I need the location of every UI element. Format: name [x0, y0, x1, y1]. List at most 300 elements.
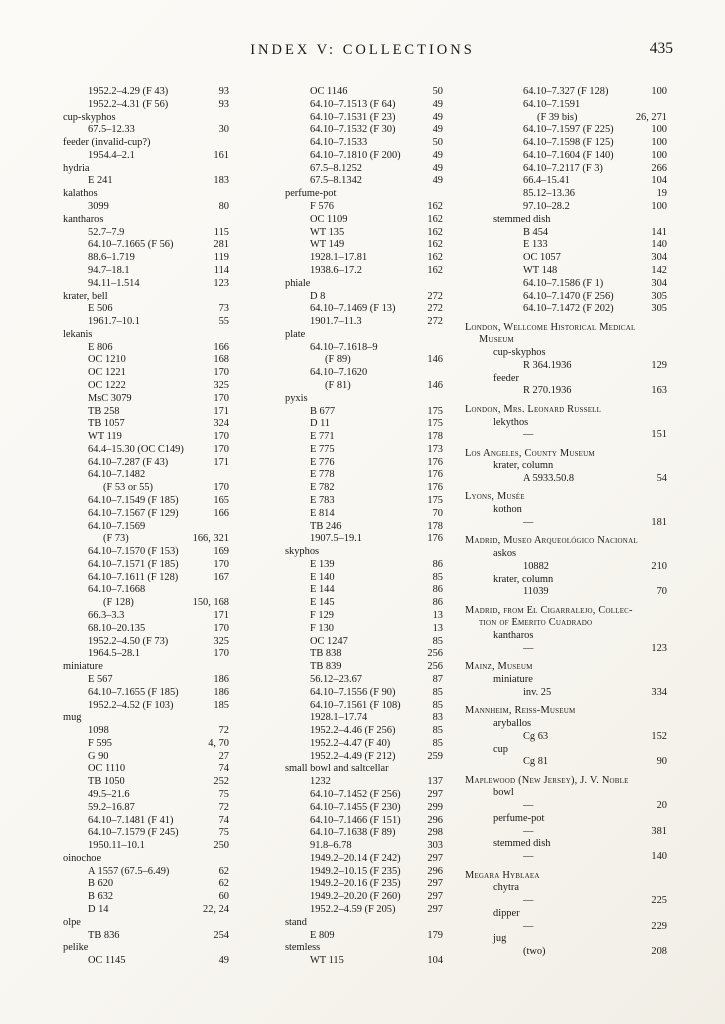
entry-label: Madrid, from El Cigarralejo, Collec- [465, 604, 633, 616]
entry-label: 64.10–7.1532 (F 30) [310, 124, 396, 136]
entry-page-number: 296 [427, 865, 443, 877]
entry-label: 64.10–7.1561 (F 108) [310, 699, 401, 711]
entry-label: F 130 [310, 622, 334, 634]
index-entry [285, 700, 443, 713]
index-entry [285, 572, 443, 585]
index-entry [285, 303, 443, 316]
entry-label: 1938.6–17.2 [310, 264, 362, 276]
entry-label: OC 1247 [310, 635, 348, 647]
index-entry [285, 687, 443, 700]
entry-page-number: 80 [218, 201, 229, 213]
entry-label: 64.10–7.1611 (F 128) [88, 571, 179, 583]
entry-label: skyphos [285, 546, 320, 558]
index-column-2 [285, 86, 443, 968]
index-entry [285, 342, 443, 355]
index-column-3 [465, 86, 667, 959]
entry-label: 1949.2–20.20 (F 260) [310, 891, 401, 903]
entry-page-number: 100 [651, 149, 667, 161]
entry-label: OC 1057 [523, 252, 561, 264]
entry-label: E 806 [88, 341, 113, 353]
index-entry [63, 827, 229, 840]
index-entry [63, 175, 229, 188]
entry-page-number: 50 [432, 137, 443, 149]
entry-label: 64.10–7.327 (F 128) [523, 86, 609, 97]
entry-page-number: 169 [213, 546, 229, 558]
index-entry [63, 367, 229, 380]
index-entry [63, 636, 229, 649]
entry-page-number: 50 [432, 86, 443, 97]
index-entry [285, 508, 443, 521]
entry-label: chytra [493, 882, 519, 894]
entry-page-number: 152 [651, 730, 667, 742]
index-entry [285, 316, 443, 329]
collection-heading [465, 404, 667, 417]
shape-heading [63, 853, 229, 866]
entry-page-number: 175 [427, 495, 443, 506]
entry-label: 3099 [88, 201, 109, 213]
index-entry [63, 99, 229, 112]
entry-label: TB 1057 [88, 418, 125, 430]
shape-heading [285, 329, 443, 342]
entry-label: 1232 [310, 776, 331, 788]
shape-heading [465, 417, 667, 430]
index-entry [465, 826, 667, 839]
entry-label: OC 1146 [310, 86, 348, 97]
shape-heading [63, 712, 229, 725]
entry-label: 97.10–28.2 [523, 201, 570, 213]
entry-page-number: 297 [427, 788, 443, 800]
entry-page-number: 93 [218, 98, 229, 110]
entry-label: D 11 [310, 418, 331, 430]
index-entry [285, 674, 443, 687]
index-columns [63, 86, 667, 968]
entry-label: 64.10–7.1472 (F 202) [523, 303, 614, 315]
entry-label: krater, bell [63, 290, 108, 302]
shape-heading [63, 942, 229, 955]
index-entry [465, 756, 667, 769]
entry-label: — [523, 920, 534, 932]
index-entry [63, 687, 229, 700]
entry-page-number: 162 [427, 201, 443, 213]
entry-page-number: 170 [213, 392, 229, 404]
entry-label: E 567 [88, 673, 113, 685]
entry-page-number: 93 [218, 86, 229, 97]
entry-page-number: 304 [651, 277, 667, 289]
index-entry [63, 239, 229, 252]
collection-heading-continuation [465, 617, 667, 630]
index-entry [63, 878, 229, 891]
index-entry [63, 150, 229, 163]
entry-label: dipper [493, 907, 520, 919]
entry-page-number: 75 [218, 827, 229, 839]
entry-page-number: 49 [432, 124, 443, 136]
entry-page-number: 170 [213, 367, 229, 379]
index-entry [465, 473, 667, 486]
entry-page-number: 151 [651, 429, 667, 441]
entry-page-number: 181 [651, 517, 667, 528]
index-entry [285, 776, 443, 789]
shape-heading [285, 917, 443, 930]
entry-label: 64.10–7.1618–9 [310, 341, 378, 353]
index-entry [63, 802, 229, 815]
entry-page-number: 62 [218, 878, 229, 890]
entry-page-number: 72 [218, 725, 229, 737]
entry-page-number: 304 [651, 252, 667, 264]
entry-label: cup-skyphos [493, 347, 546, 359]
entry-label: stemless [285, 942, 321, 954]
entry-label: R 270.1936 [523, 385, 572, 397]
entry-label: Cg 81 [523, 756, 549, 768]
index-entry [63, 584, 229, 597]
entry-label: cup-skyphos [63, 111, 116, 123]
entry-page-number: 185 [213, 699, 229, 711]
entry-label: 67.5–8.1252 [310, 162, 362, 174]
index-entry [465, 124, 667, 137]
entry-label: — [523, 517, 534, 528]
entry-page-number: 60 [218, 891, 229, 903]
entry-label: 64.10–7.1665 (F 56) [88, 239, 174, 251]
index-entry [465, 112, 667, 125]
collection-heading-continuation [465, 334, 667, 347]
entry-label: E 782 [310, 482, 335, 494]
entry-label: (F 128) [103, 597, 134, 609]
index-entry [285, 827, 443, 840]
shape-heading [285, 942, 443, 955]
shape-heading [285, 763, 443, 776]
entry-label: E 241 [88, 175, 113, 187]
index-entry [63, 559, 229, 572]
entry-page-number: 305 [651, 303, 667, 315]
entry-label: 1952.2–4.59 (F 205) [310, 904, 396, 915]
index-entry [63, 572, 229, 585]
entry-page-number: 123 [651, 643, 667, 655]
entry-label: Lyons, Musée [465, 491, 525, 503]
entry-label: 64.10–7.1638 (F 89) [310, 827, 396, 839]
entry-label: 66.3–3.3 [88, 610, 125, 622]
entry-label: kantharos [493, 630, 534, 642]
entry-label: Cg 63 [523, 730, 549, 742]
shape-heading [63, 188, 229, 201]
entry-page-number: 86 [432, 558, 443, 570]
index-entry [465, 921, 667, 934]
entry-page-number: 137 [427, 776, 443, 788]
entry-label: B 620 [88, 878, 114, 890]
index-entry [465, 163, 667, 176]
index-entry [285, 137, 443, 150]
entry-label: 64.10–7.1597 (F 225) [523, 124, 614, 136]
entry-label: 1949.2–10.15 (F 235) [310, 865, 401, 877]
entry-page-number: 142 [651, 264, 667, 276]
entry-label: Mainz, Museum [465, 661, 533, 673]
entry-page-number: 162 [427, 226, 443, 238]
index-entry [63, 623, 229, 636]
index-entry [63, 380, 229, 393]
index-entry [63, 508, 229, 521]
entry-page-number: 229 [651, 920, 667, 932]
entry-label: B 677 [310, 405, 336, 417]
entry-page-number: 85 [432, 571, 443, 583]
entry-label: feeder (invalid-cup?) [63, 137, 151, 149]
entry-page-number: 49 [432, 175, 443, 187]
entry-page-number: 170 [213, 648, 229, 660]
index-entry [285, 878, 443, 891]
shape-heading [465, 347, 667, 360]
entry-label: aryballos [493, 717, 532, 729]
index-entry [465, 429, 667, 442]
entry-page-number: 49 [432, 111, 443, 123]
entry-label: OC 1110 [88, 763, 126, 775]
collection-heading [465, 491, 667, 504]
entry-page-number: 296 [427, 814, 443, 826]
page-number: 435 [649, 40, 673, 57]
entry-label: 1952.2–4.49 (F 212) [310, 750, 396, 762]
index-entry [63, 930, 229, 943]
entry-label: Los Angeles, County Museum [465, 447, 595, 459]
shape-heading [465, 674, 667, 687]
shape-heading [465, 504, 667, 517]
entry-page-number: 171 [213, 405, 229, 417]
index-entry [63, 751, 229, 764]
entry-page-number: 100 [651, 86, 667, 97]
index-entry [63, 597, 229, 610]
entry-label: 94.11–1.514 [88, 277, 140, 289]
entry-page-number: 252 [213, 776, 229, 788]
entry-page-number: 104 [427, 955, 443, 967]
shape-heading [63, 163, 229, 176]
entry-page-number: 74 [218, 763, 229, 775]
entry-page-number: 49 [432, 149, 443, 161]
entry-label: inv. 25 [523, 686, 552, 698]
entry-label: 64.10–7.1469 (F 13) [310, 303, 396, 315]
index-entry [285, 239, 443, 252]
entry-label: Madrid, Museo Arqueológico Nacional [465, 535, 638, 547]
index-entry [63, 815, 229, 828]
entry-label: perfume-pot [493, 812, 545, 824]
entry-page-number: 70 [656, 586, 667, 598]
entry-page-number: 186 [213, 686, 229, 698]
index-entry [63, 393, 229, 406]
entry-page-number: 70 [432, 507, 443, 519]
index-entry [465, 303, 667, 316]
entry-label: 64.10–7.1810 (F 200) [310, 149, 401, 161]
entry-label: 64.10–7.1598 (F 125) [523, 137, 614, 149]
entry-page-number: 179 [427, 929, 443, 941]
entry-page-number: 272 [427, 316, 443, 328]
entry-page-number: 297 [427, 878, 443, 890]
entry-label: 64.10–7.1655 (F 185) [88, 686, 179, 698]
entry-label: kothon [493, 504, 522, 516]
entry-page-number: 85 [432, 699, 443, 711]
entry-label: lekanis [63, 328, 93, 340]
entry-label: 64.10–7.1591 [523, 98, 581, 110]
entry-page-number: 281 [213, 239, 229, 251]
index-entry [285, 584, 443, 597]
index-entry [285, 124, 443, 137]
entry-page-number: 22, 24 [203, 904, 229, 915]
entry-label: OC 1145 [88, 955, 126, 967]
index-entry [285, 955, 443, 968]
entry-page-number: 140 [651, 851, 667, 863]
shape-heading [465, 813, 667, 826]
entry-label: OC 1221 [88, 367, 126, 379]
entry-label: (F 53 or 55) [103, 482, 153, 494]
entry-page-number: 146 [427, 379, 443, 391]
index-entry [285, 112, 443, 125]
index-entry [63, 725, 229, 738]
entry-label: G 90 [88, 750, 109, 762]
entry-page-number: 100 [651, 124, 667, 136]
entry-label: 64.10–7.1569 [88, 520, 146, 532]
entry-page-number: 85 [432, 686, 443, 698]
index-entry [465, 150, 667, 163]
index-entry [465, 252, 667, 265]
entry-label: plate [285, 328, 306, 340]
entry-label: 64.10–7.1668 [88, 584, 146, 596]
index-entry [285, 738, 443, 751]
shape-heading [465, 933, 667, 946]
entry-label: 64.10–7.1531 (F 23) [310, 111, 396, 123]
entry-label: stemmed dish [493, 213, 551, 225]
entry-page-number: 19 [656, 188, 667, 200]
entry-label: WT 149 [310, 239, 345, 251]
entry-page-number: 176 [427, 533, 443, 545]
index-entry [465, 201, 667, 214]
index-entry [63, 252, 229, 265]
entry-label: 64.10–7.1470 (F 256) [523, 290, 614, 302]
entry-label: 49.5–21.6 [88, 788, 130, 800]
entry-page-number: 305 [651, 290, 667, 302]
index-entry [465, 175, 667, 188]
entry-label: 59.2–16.87 [88, 801, 135, 813]
entry-label: stand [285, 916, 307, 928]
entry-label: E 776 [310, 456, 335, 468]
index-entry [465, 731, 667, 744]
entry-page-number: 49 [432, 98, 443, 110]
entry-page-number: 272 [427, 290, 443, 302]
index-entry [285, 227, 443, 240]
entry-page-number: 259 [427, 750, 443, 762]
entry-label: — [523, 825, 534, 837]
entry-page-number: 170 [213, 558, 229, 570]
index-entry [285, 853, 443, 866]
index-entry [285, 406, 443, 419]
entry-label: TB 838 [310, 648, 342, 660]
index-entry [63, 406, 229, 419]
entry-label: 1952.2–4.29 (F 43) [88, 86, 169, 97]
entry-page-number: 162 [427, 213, 443, 225]
entry-page-number: 141 [651, 226, 667, 238]
index-entry [63, 763, 229, 776]
entry-label: stemmed dish [493, 838, 551, 850]
entry-page-number: 250 [213, 840, 229, 852]
entry-label: D 8 [310, 290, 326, 302]
page-header [0, 42, 725, 64]
index-entry [63, 469, 229, 482]
index-entry [285, 99, 443, 112]
entry-page-number: 62 [218, 865, 229, 877]
entry-page-number: 298 [427, 827, 443, 839]
entry-page-number: 225 [651, 895, 667, 907]
index-entry [465, 643, 667, 656]
index-entry [63, 610, 229, 623]
entry-label: pyxis [285, 392, 308, 404]
entry-label: London, Mrs. Leonard Russell [465, 403, 602, 415]
entry-label: WT 119 [88, 431, 122, 443]
entry-page-number: 100 [651, 201, 667, 213]
entry-page-number: 74 [218, 814, 229, 826]
entry-page-number: 13 [432, 610, 443, 622]
index-entry [63, 418, 229, 431]
entry-label: (F 89) [325, 354, 351, 366]
collection-heading [465, 705, 667, 718]
entry-page-number: 54 [656, 473, 667, 485]
entry-label: 1928.1–17.74 [310, 712, 368, 724]
entry-label: 52.7–7.9 [88, 226, 125, 238]
entry-label: 1949.2–20.14 (F 242) [310, 852, 401, 864]
entry-label: WT 135 [310, 226, 345, 238]
shape-heading [465, 548, 667, 561]
entry-label: 1901.7–11.3 [310, 316, 362, 328]
index-entry [285, 175, 443, 188]
entry-label: 1098 [88, 725, 109, 737]
index-entry [63, 674, 229, 687]
entry-label: WT 115 [310, 955, 344, 967]
shape-heading [465, 460, 667, 473]
entry-page-number: 140 [651, 239, 667, 251]
entry-page-number: 165 [213, 495, 229, 506]
index-entry [285, 86, 443, 99]
entry-label: hydria [63, 162, 90, 174]
entry-page-number: 170 [213, 482, 229, 494]
index-entry [63, 546, 229, 559]
entry-page-number: 325 [213, 635, 229, 647]
index-entry [285, 751, 443, 764]
entry-label: lekythos [493, 416, 529, 428]
entry-label: 64.10–7.1533 [310, 137, 368, 149]
entry-label: TB 839 [310, 661, 342, 673]
index-entry [285, 533, 443, 546]
entry-page-number: 334 [651, 686, 667, 698]
entry-page-number: 297 [427, 852, 443, 864]
entry-page-number: 381 [651, 825, 667, 837]
entry-page-number: 256 [427, 648, 443, 660]
shape-heading [465, 838, 667, 851]
entry-page-number: 168 [213, 354, 229, 366]
entry-label: 64.4–15.30 (OC C149) [88, 443, 184, 455]
index-entry [465, 687, 667, 700]
entry-label: cup [493, 743, 509, 755]
entry-label: Museum [479, 334, 514, 346]
index-entry [63, 789, 229, 802]
collection-heading [465, 775, 667, 788]
entry-label: kalathos [63, 188, 98, 200]
entry-label: 64.10–7.1549 (F 185) [88, 495, 179, 506]
entry-label: 64.10–7.1513 (F 64) [310, 98, 396, 110]
shape-heading [465, 373, 667, 386]
index-entry [63, 354, 229, 367]
entry-label: 64.10–7.1579 (F 245) [88, 827, 179, 839]
shape-heading [465, 574, 667, 587]
entry-label: olpe [63, 916, 81, 928]
entry-label: Mannheim, Reiss-Museum [465, 705, 576, 717]
entry-page-number: 90 [656, 756, 667, 768]
index-entry [63, 891, 229, 904]
entry-label: — [523, 643, 534, 655]
index-entry [285, 815, 443, 828]
entry-page-number: 297 [427, 904, 443, 915]
index-entry [465, 895, 667, 908]
entry-page-number: 299 [427, 801, 443, 813]
